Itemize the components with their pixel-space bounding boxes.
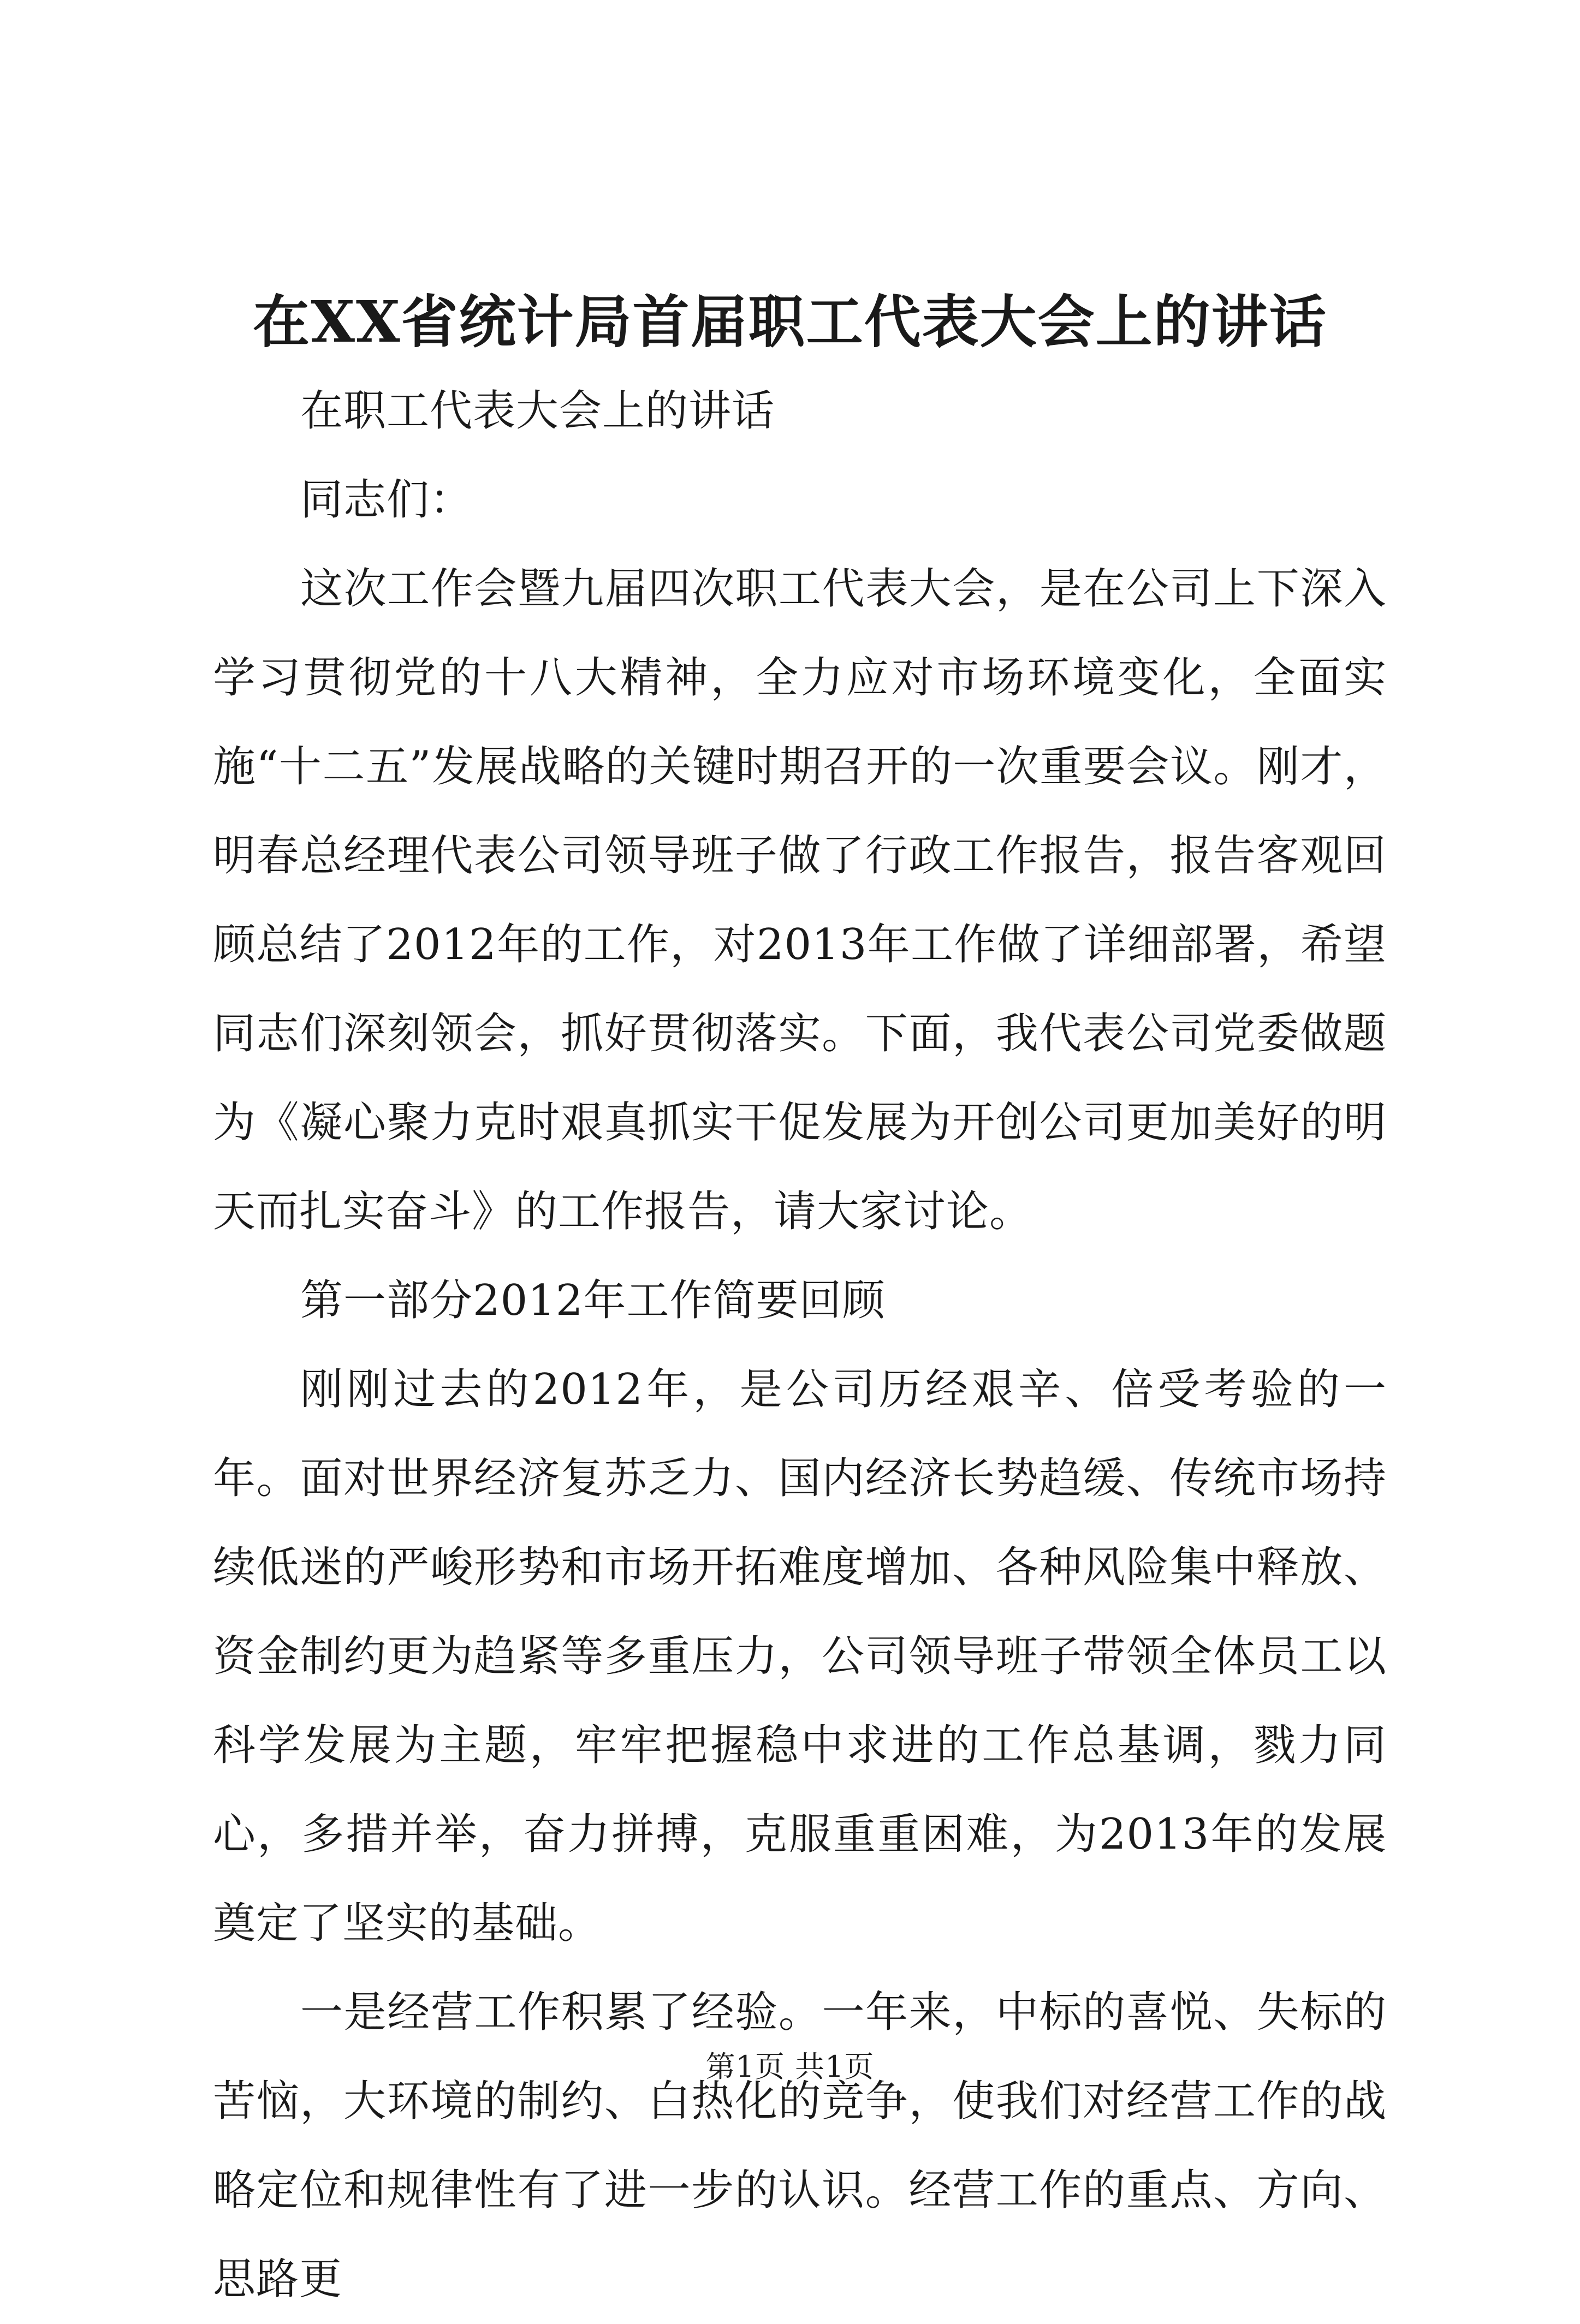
body-paragraph: 一是经营工作积累了经验。一年来，中标的喜悦、失标的苦恼，大环境的制约、白热化的竞争，使我们对经营工作的战略定位和规律性有了进一步的认识。经营工作的重点、方向、思路更 [213,1988,1387,2304]
subtitle-paragraph: 在职工代表大会上的讲话 [300,386,775,436]
body-paragraph: 刚刚过去的2012年，是公司历经艰辛、倍受考验的一年。面对世界经济复苏乏力、国内经济长势趋缓、传统市场持续低迷的严峻形势和市场开拓难度增加、各种风险集中释放、资金制约更为趋紧等多重压力，公司领导班子带领全体员工以科学发展为主题，牢牢把握稳中求进的工作总基调，戮力同心，多措并举，奋力拼搏，克服重重困难，为2013年的发展奠定了坚实的基础。 [213,1365,1387,1948]
section-heading: 第一部分2012年工作简要回顾 [300,1276,886,1325]
salutation-paragraph: 同志们： [300,475,473,525]
document-body [213,367,1387,2324]
body-paragraph: 这次工作会暨九届四次职工代表大会，是在公司上下深入学习贯彻党的十八大精神，全力应对市场环境变化，全面实施“十二五”发展战略的关键时期召开的一次重要会议。刚才，明春总经理代表公司领导班子做了行政工作报告，报告客观回顾总结了2012年的工作，对2013年工作做了详细部署，希望同志们深刻领会，抓好贯彻落实。下面，我代表公司党委做题为《凝心聚力克时艰真抓实干促发展为开创公司更加美好的明天而扎实奋斗》的工作报告，请大家讨论。 [213,564,1387,1236]
page-number-footer: 第1页 共1页 [705,2049,875,2084]
document-title: 在XX省统计局首届职工代表大会上的讲话 [253,288,1327,355]
